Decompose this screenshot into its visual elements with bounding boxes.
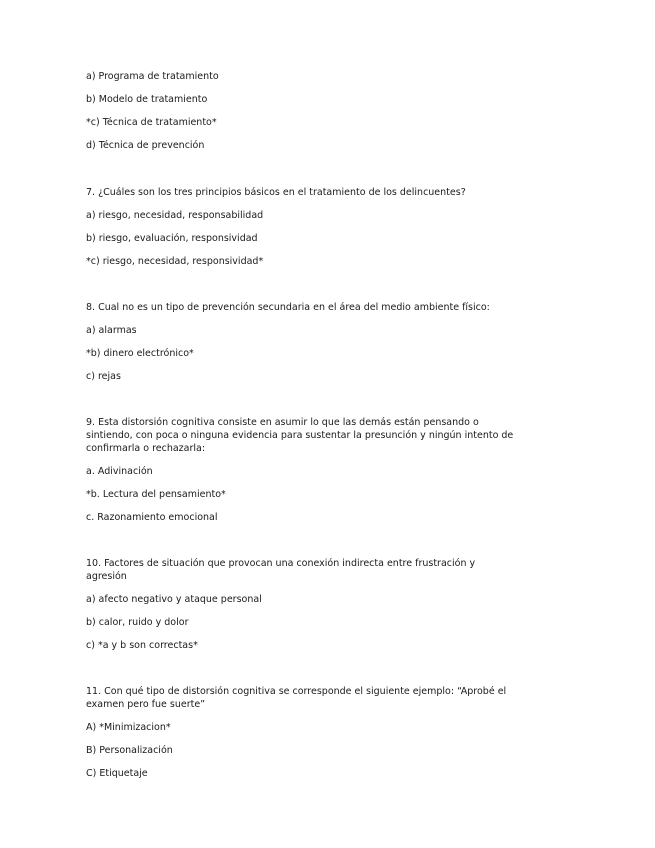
answer-option: a) afecto negativo y ataque personal (86, 594, 262, 605)
answer-option: b) Modelo de tratamiento (86, 94, 208, 105)
answer-option: c) *a y b son correctas* (86, 640, 198, 651)
answer-option: a) alarmas (86, 325, 137, 336)
question-block-9 (86, 416, 516, 524)
answer-option: a. Adivinación (86, 466, 153, 477)
question-block-7 (86, 186, 516, 268)
document-page (86, 70, 516, 790)
answer-option: d) Técnica de prevención (86, 140, 205, 151)
question-text: 8. Cual no es un tipo de prevención secundaria en el área del medio ambiente físico: (86, 302, 490, 313)
question-block-8 (86, 301, 516, 383)
answer-option: C) Etiquetaje (86, 768, 148, 779)
answer-option: a) Programa de tratamiento (86, 71, 219, 82)
answer-option: b) calor, ruido y dolor (86, 617, 189, 628)
answer-option: c. Razonamiento emocional (86, 512, 218, 523)
question-block-10 (86, 557, 516, 652)
answer-option: a) riesgo, necesidad, responsabilidad (86, 210, 264, 221)
answer-option: *b. Lectura del pensamiento* (86, 489, 226, 500)
question-text: 10. Factores de situación que provocan una conexión indirecta entre frustración y agresión (86, 558, 476, 582)
answer-option: *c) Técnica de tratamiento* (86, 117, 217, 128)
question-text: 11. Con qué tipo de distorsión cognitiva se corresponde el siguiente ejemplo: “Aprobé el examen pero fue suerte” (86, 686, 507, 710)
question-text: 9. Esta distorsión cognitiva consiste en asumir lo que las demás están pensando o sintiendo, con poca o ninguna evidencia para sustentar la presunción y ningún intento de confirmarla o rechazarla: (86, 417, 514, 454)
question-block-11 (86, 685, 516, 780)
answer-option: A) *Minimizacion* (86, 722, 171, 733)
answer-option: *c) riesgo, necesidad, responsividad* (86, 256, 264, 267)
answer-option: c) rejas (86, 371, 121, 382)
answer-option: b) riesgo, evaluación, responsividad (86, 233, 258, 244)
question-block-6 (86, 70, 516, 152)
question-text: 7. ¿Cuáles son los tres principios básicos en el tratamiento de los delincuentes? (86, 187, 466, 198)
answer-option: B) Personalización (86, 745, 173, 756)
answer-option: *b) dinero electrónico* (86, 348, 194, 359)
